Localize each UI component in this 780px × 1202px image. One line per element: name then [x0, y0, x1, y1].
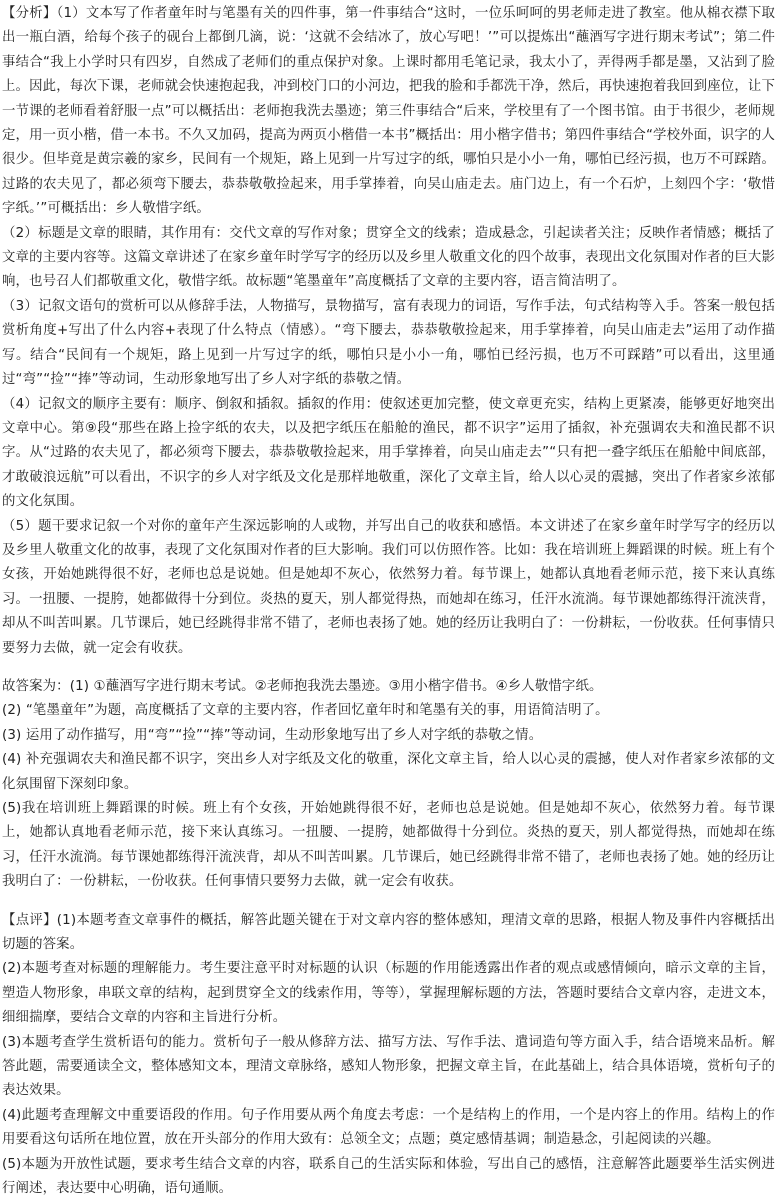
commentary-paragraph-1: 【点评】(1)本题考查文章事件的概括，解答此题关键在于对文章内容的整体感知，理清文章的思路，根据人物及事件内容概括出切题的答案。 — [2, 912, 775, 953]
section-spacer — [2, 661, 775, 675]
answer-line-3: (3) 运用了动作描写，用“弯”“捡”“捧”等动词，生动形象地写出了乡人对字纸的恭敬之情。 — [2, 727, 543, 743]
answers-section — [2, 675, 775, 895]
analysis-section — [2, 2, 775, 661]
answer-line-5: (5)我在培训班上舞蹈课的时候。班上有个女孩，开始她跳得很不好，老师也总是说她。但是她却不灰心，依然努力着。每节课上，她都认真地看老师示范，接下来认真练习。一扭腰、一提胯，她都做得十分到位。炎热的夏天，别人都觉得热，而她却在练习，任汗水流淌。每节课她都练得汗流浃背，却从不叫苦叫累。几节课后，她已经跳得非常不错了，老师也表扬了她。她的经历让我明白了：一份耕耘，一份收获。任何事情只要努力去做，就一定会有收获。 — [2, 801, 775, 890]
answer-line-2: (2) “笔墨童年”为题，高度概括了文章的主要内容，作者回忆童年时和笔墨有关的事，用语简洁明了。 — [2, 703, 609, 719]
answer-line-4: (4) 补充强调农夫和渔民都不识字，突出乡人对字纸及文化的敬重，深化文章主旨，给人以心灵的震撼，使人对作者家乡浓郁的文化氛围留下深刻印象。 — [2, 752, 775, 792]
analysis-paragraph-3: （3）记叙文语句的赏析可以从修辞手法，人物描写，景物描写，富有表现力的词语，写作手法，句式结构等入手。答案一般包括赏析角度+写出了什么内容+表现了什么特点（情感）。“弯下腰去，恭恭敬敬捡起来，用手掌捧着，向吴山庙走去”运用了动作描写。结合“民间有一个规矩，路上见到一片写过字的纸，哪怕只是小小一角，哪怕已经污损，也万不可踩踏”可以看出，这里通过“弯”“捡”“捧”等动词，生动形象地写出了乡人对字纸的恭敬之情。 — [2, 298, 775, 388]
analysis-paragraph-5: （5）题干要求记叙一个对你的童年产生深远影响的人或物，并写出自己的收获和感悟。本文讲述了在家乡童年时学写字的经历以及乡里人敬重文化的故事，表现了文化氛围对作者的巨大影响。我们可以仿照作答。比如：我在培训班上舞蹈课的时候。班上有个女孩，开始她跳得很不好，老师也总是说她。但是她却不灰心，依然努力着。每节课上，她都认真地看老师示范，接下来认真练习。一扭腰、一提胯，她都做得十分到位。炎热的夏天，别人都觉得热，而她却在练习，任汗水流淌。每节课她都练得汗流浃背，却从不叫苦叫累。几节课后，她已经跳得非常不错了，老师也表扬了她。她的经历让我明白了：一份耕耘，一份收获。任何事情只要努力去做，就一定会有收获。 — [2, 518, 775, 656]
answer-line-1: 故答案为：(1) ①蘸酒写字进行期末考试。②老师抱我洗去墨迹。③用小楷字借书。④乡人敬惜字纸。 — [2, 678, 603, 694]
section-spacer — [2, 895, 775, 909]
commentary-section — [2, 909, 775, 1202]
analysis-paragraph-1: 【分析】（1）文本写了作者童年时与笔墨有关的四件事，第一件事结合“这时，一位乐呵呵的男老师走进了教室。他从棉衣襟下取出一瓶白酒，给每个孩子的砚台上都倒几滴，说：‘这就不会结冰了，放心写吧！’”可以提炼出“蘸酒写字进行期末考试”；第二件事结合“我上小学时只有四岁，自然成了老师们的重点保护对象。上课时都用毛笔记录，我太小了，弄得两手都是墨，又沾到了脸上。因此，每次下课，老师就会快速抱起我，冲到校门口的小河边，把我的脸和手都洗干净，然后，再快速抱着我回到座位，让下一节课的老师看着舒服一点”可以概括出：老师抱我洗去墨迹；第三件事结合“后来，学校里有了一个图书馆。由于书很少，老师规定，用一页小楷，借一本书。不久又加码，提高为两页小楷借一本书”概括出：用小楷字借书；第四件事结合“学校外面，识字的人很少。但毕竟是黄宗羲的家乡，民间有一个规矩，路上见到一片写过字的纸，哪怕只是小小一角，哪怕已经污损，也万不可踩踏。过路的农夫见了，都必须弯下腰去，恭恭敬敬捡起来，用手掌捧着，向吴山庙走去。庙门边上，有一个石炉，上刻四个字：‘敬惜字纸。’”可概括出：乡人敬惜字纸。 — [2, 6, 775, 217]
analysis-paragraph-2: （2）标题是文章的眼睛，其作用有：交代文章的写作对象；贯穿全文的线索；造成悬念，引起读者关注；反映作者情感；概括了文章的主要内容等。这篇文章讲述了在家乡童年时学写字的经历以及乡里人敬重文化的四个故事，表现出文化氛围对作者的巨大影响，也号召人们都敬重文化，敬惜字纸。故标题“笔墨童年”高度概括了文章的主要内容，语言简洁明了。 — [2, 225, 775, 290]
commentary-paragraph-4: (4)此题考查理解文中重要语段的作用。句子作用要从两个角度去考虑：一个是结构上的作用，一个是内容上的作用。结构上的作用要看这句话所在地位置，放在开头部分的作用大致有：总领全文；点题；奠定感情基调；制造悬念，引起阅读的兴趣。 — [2, 1107, 775, 1148]
commentary-paragraph-2: (2)本题考查对标题的理解能力。考生要注意平时对标题的认识（标题的作用能透露出作者的观点或感情倾向，暗示文章的主旨，塑造人物形象，串联文章的结构，起到贯穿全文的线索作用，等等），掌握理解标题的方法，答题时要结合文章内容，走进文本，细细揣摩，要结合文章的内容和主旨进行分析。 — [2, 961, 775, 1026]
commentary-paragraph-3: (3)本题考查学生赏析语句的能力。赏析句子一般从修辞方法、描写方法、写作手法、遣词造句等方面入手，结合语境来品析。解答此题，需要通读全文，整体感知文本，理清文章脉络，感知人物形象，把握文章主旨，在此基础上，结合具体语境，赏析句子的表达效果。 — [2, 1034, 775, 1099]
analysis-paragraph-4: （4）记叙文的顺序主要有：顺序、倒叙和插叙。插叙的作用：使叙述更加完整，使文章更充实，结构上更紧凑，能够更好地突出文章中心。第⑨段“那些在路上捡字纸的农夫，以及把字纸压在船舱的渔民，都不识字”运用了插叙，补充强调农夫和渔民都不识字。从“过路的农夫见了，都必须弯下腰去，恭恭敬敬捡起来，用手掌捧着，向吴山庙走去”“只有把一叠字纸压在船舱中间底部，才敢破浪远航”可以看出，不识字的乡人对字纸及文化是那样地敬重，深化了文章主旨，给人以心灵的震撼，突出了作者家乡浓郁的文化氛围。 — [2, 396, 775, 510]
commentary-paragraph-5: (5)本题为开放性试题，要求考生结合文章的内容，联系自己的生活实际和体验，写出自己的感悟，注意解答此题要举生活实例进行阐述，表达要中心明确，语句通顺。 — [2, 1156, 775, 1197]
